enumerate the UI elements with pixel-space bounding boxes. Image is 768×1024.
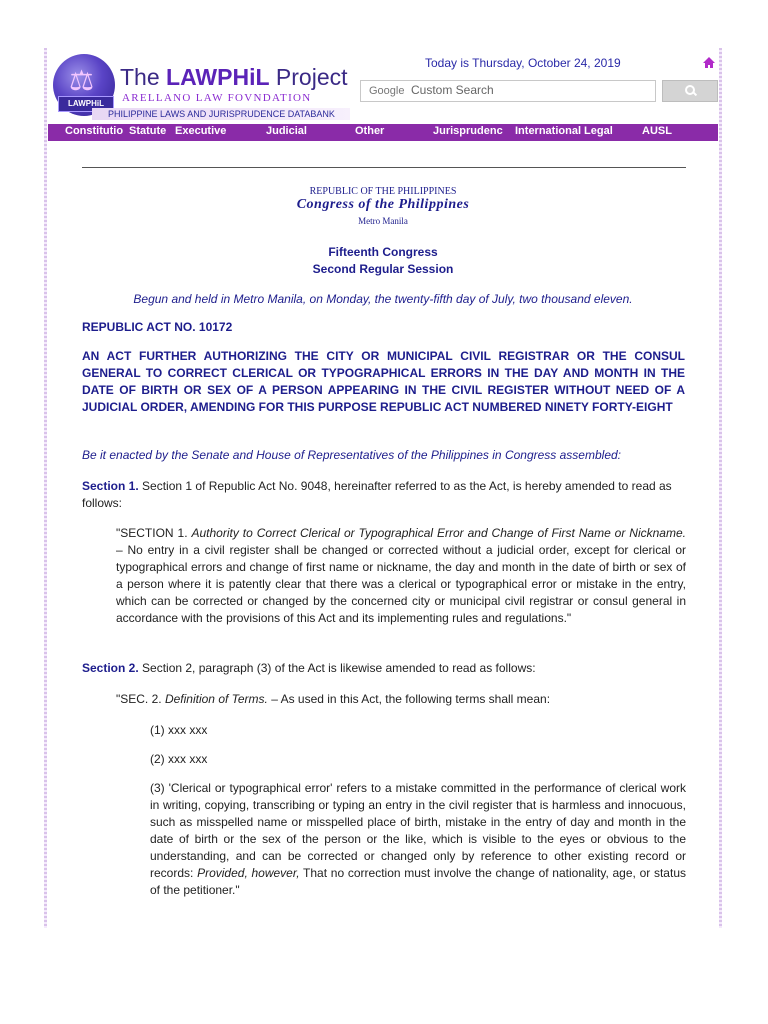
nav-international-legal[interactable]: International Legal <box>515 125 613 137</box>
divider <box>82 167 686 168</box>
list-item-2: (2) xxx xxx <box>150 752 208 766</box>
quote-1-open: "SECTION 1. <box>116 526 192 540</box>
act-title: AN ACT FURTHER AUTHORIZING THE CITY OR MUNICIPAL CIVIL REGISTRAR OR THE CONSUL GENERAL TO CORRECT CLERICAL OR TYPOGRAPHICAL ERRORS IN THE DAY AND MONTH IN THE DATE OF BIRTH OR SEX OF A PERSON APPEARING IN THE CIVIL REGISTER WITHOUT NEED OF A JUDICIAL ORDER, AMENDING FOR THIS PURPOSE REPUBLIC ACT NUMBERED NINETY FORTY-EIGHT <box>82 349 685 414</box>
search-input[interactable] <box>360 80 656 102</box>
site-header <box>48 48 718 124</box>
nav-executive[interactable]: Executive <box>175 125 227 137</box>
site-title-suffix: Project <box>269 64 348 90</box>
scales-icon: ⚖ <box>69 65 95 96</box>
republic-line: REPUBLIC OF THE PHILIPPINES <box>309 186 457 197</box>
main-nav <box>48 124 718 141</box>
foundation-name: ARELLANO LAW FOVNDATION <box>122 92 312 104</box>
act-number: REPUBLIC ACT NO. 10172 <box>82 320 233 334</box>
nav-other[interactable]: Other <box>355 125 385 137</box>
enacting-clause: Be it enacted by the Senate and House of Representatives of the Philippines in Congress assembled: <box>82 448 621 462</box>
databank-label: PHILIPPINE LAWS AND JURISPRUDENCE DATABANK <box>108 109 335 119</box>
nav-statute[interactable]: Statute <box>129 125 167 137</box>
item-3-proviso: Provided, however, <box>197 866 300 880</box>
begun-statement: Begun and held in Metro Manila, on Monday, the twenty-fifth day of July, two thousand eleven. <box>133 292 633 306</box>
logo-badge: LAWPHiL <box>58 96 114 112</box>
quote-1-heading: Authority to Correct Clerical or Typographical Error and Change of First Name or Nickname. <box>191 526 686 540</box>
list-item-1: (1) xxx xxx <box>150 723 208 737</box>
quote-2-open: "SEC. 2. <box>116 692 165 706</box>
section-1-heading: Section 1. <box>82 479 139 493</box>
session-name: Second Regular Session <box>312 262 454 276</box>
site-title-brand: LAWPHiL <box>166 64 270 90</box>
quote-2-heading: Definition of Terms. <box>164 692 268 706</box>
section-2-heading: Section 2. <box>82 661 139 675</box>
page <box>48 48 718 928</box>
quote-2-text: – As used in this Act, the following terms shall mean: <box>267 692 551 706</box>
search-button[interactable] <box>662 80 718 102</box>
quote-1-text: – No entry in a civil register shall be changed or corrected without a judicial order, except for clerical or typographical errors and change of first name or nickname, the day and month in the date of birth or sex of a person where it is patently clear that there was a clerical or typographical error or mistake in the entry, which can be corrected or changed by the concerned city or municipal civil registrar or consul general in accordance with the provisions of this Act and its implementing rules and regulations." <box>116 543 686 625</box>
congress-number: Fifteenth Congress <box>328 245 438 259</box>
site-title-prefix: The <box>120 64 167 90</box>
nav-jurisprudence[interactable]: Jurisprudenc <box>433 125 503 137</box>
nav-constitution[interactable]: Constitutio <box>65 125 124 137</box>
left-border <box>44 48 47 928</box>
google-brand: Google <box>369 85 405 97</box>
nav-ausl[interactable]: AUSL <box>642 125 672 137</box>
section-1-text: Section 1 of Republic Act No. 9048, hereinafter referred to as the Act, is hereby amended to read as follows: <box>82 479 672 510</box>
home-icon[interactable] <box>702 56 716 70</box>
list-item-3 <box>150 780 686 899</box>
metro-manila: Metro Manila <box>358 216 408 226</box>
section-1 <box>82 478 686 512</box>
date-line: Today is Thursday, October 24, 2019 <box>425 56 621 70</box>
section-1-quote <box>116 525 686 627</box>
section-2 <box>82 660 686 677</box>
nav-judicial[interactable]: Judicial <box>266 125 307 137</box>
search-placeholder: Custom Search <box>411 83 494 97</box>
section-2-text: Section 2, paragraph (3) of the Act is likewise amended to read as follows: <box>138 661 536 675</box>
item-3-text: (3) 'Clerical or typographical error' refers to a mistake committed in the performance of clerical work in writing, copying, transcribing or typing an entry in the civil register that is harmless and innocuous, such as misspelled name or misspelled place of birth, mistake in the entry of day and month in the date of birth or the sex of the person or the like, which is visible to the eyes or obvious to the understanding, and can be corrected or changed only by reference to other existing record or records: <box>150 781 686 880</box>
section-2-quote <box>116 691 686 708</box>
item-3-end: That no correction must involve the change of nationality, age, or status of the petitioner." <box>150 866 686 897</box>
right-border <box>719 48 722 928</box>
congress-ph: Congress of the Philippines <box>296 197 470 212</box>
search-icon <box>685 85 695 95</box>
site-title[interactable] <box>120 64 348 91</box>
